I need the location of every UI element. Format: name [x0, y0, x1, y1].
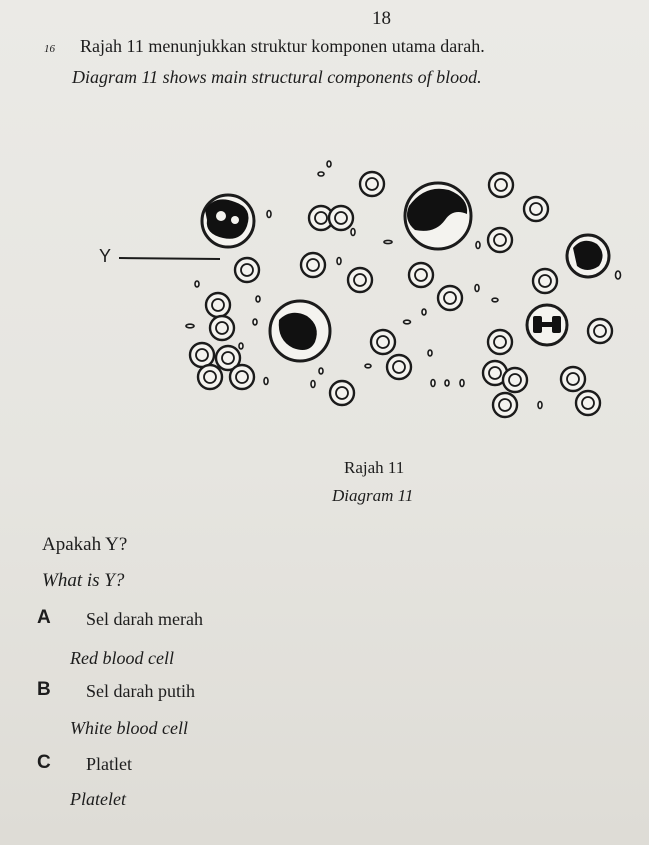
question-stem-malay: Rajah 11 menunjukkan struktur komponen utama darah.: [80, 36, 485, 56]
blood-components-diagram: [95, 150, 635, 440]
option-b-english[interactable]: White blood cell: [70, 718, 188, 738]
option-c-letter[interactable]: C: [37, 752, 51, 773]
question-stem-english: Diagram 11 shows main structural components of blood.: [72, 67, 482, 87]
white-blood-cell: [270, 301, 330, 361]
white-blood-cell: [567, 235, 609, 277]
option-c-english[interactable]: Platelet: [70, 789, 126, 809]
question-number: 16: [44, 43, 55, 55]
label-y-pointer-line: [119, 258, 220, 259]
question-prompt-malay: Apakah Y?: [42, 534, 128, 555]
option-a-letter[interactable]: A: [37, 607, 51, 628]
option-c-malay[interactable]: Platlet: [86, 754, 132, 774]
question-prompt-english: What is Y?: [42, 570, 125, 591]
white-blood-cell: [527, 305, 567, 345]
page-number: 18: [372, 8, 391, 29]
option-b-malay[interactable]: Sel darah putih: [86, 681, 195, 701]
option-a-english[interactable]: Red blood cell: [70, 648, 174, 668]
figure-caption-english: Diagram 11: [332, 486, 414, 505]
option-b-letter[interactable]: B: [37, 679, 51, 700]
figure-caption-malay: Rajah 11: [344, 458, 405, 477]
red-blood-cells: [190, 172, 612, 417]
white-blood-cell: [405, 183, 471, 249]
white-blood-cell: [202, 195, 254, 247]
label-y: Y: [99, 246, 112, 266]
option-a-malay[interactable]: Sel darah merah: [86, 609, 203, 629]
